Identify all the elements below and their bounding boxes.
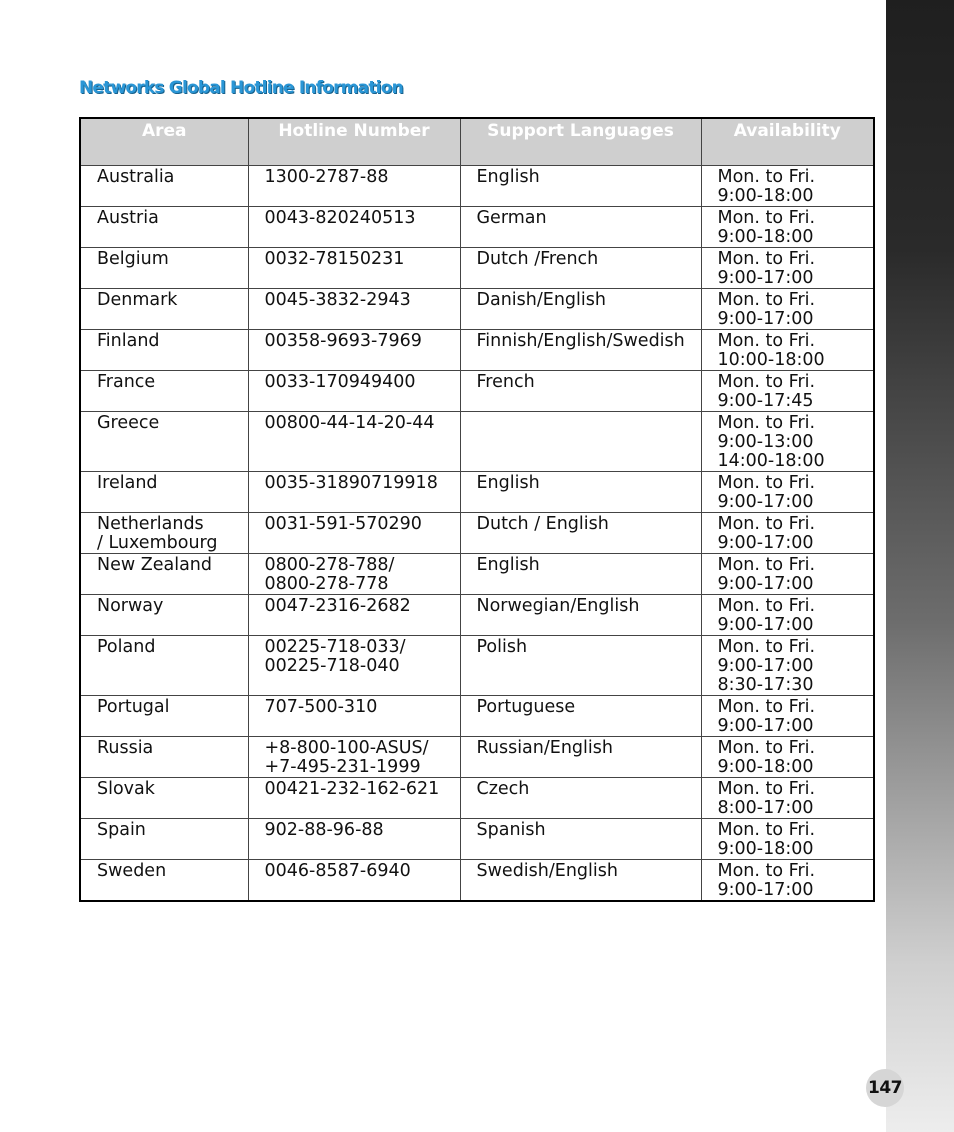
table-row — [80, 289, 874, 330]
cell-support-languages: French — [460, 371, 701, 412]
cell-availability: Mon. to Fri. 9:00-17:00 — [701, 554, 874, 595]
header-row — [80, 118, 874, 166]
cell-hotline-number: 00800-44-14-20-44 — [248, 412, 460, 472]
cell-availability: Mon. to Fri. 8:00-17:00 — [701, 778, 874, 819]
cell-support-languages: English — [460, 472, 701, 513]
cell-support-languages: Czech — [460, 778, 701, 819]
cell-hotline-number: 0046-8587-6940 — [248, 860, 460, 902]
cell-area: Ireland — [80, 472, 248, 513]
table-header — [80, 118, 874, 166]
side-decoration-bar — [886, 0, 954, 1132]
hotline-table — [79, 117, 875, 902]
cell-support-languages: Dutch /French — [460, 248, 701, 289]
cell-hotline-number: 0047-2316-2682 — [248, 595, 460, 636]
cell-support-languages: German — [460, 207, 701, 248]
cell-area: Portugal — [80, 696, 248, 737]
cell-availability: Mon. to Fri. 9:00-18:00 — [701, 737, 874, 778]
cell-availability: Mon. to Fri. 9:00-17:00 — [701, 513, 874, 554]
cell-availability: Mon. to Fri. 9:00-18:00 — [701, 166, 874, 207]
cell-support-languages — [460, 412, 701, 472]
cell-area: New Zealand — [80, 554, 248, 595]
cell-hotline-number: 0035-31890719918 — [248, 472, 460, 513]
header-area: Area — [80, 118, 248, 166]
cell-availability: Mon. to Fri. 9:00-17:00 — [701, 860, 874, 902]
cell-area: Poland — [80, 636, 248, 696]
table-row — [80, 696, 874, 737]
table-row — [80, 554, 874, 595]
table-row — [80, 166, 874, 207]
header-support-languages: Support Languages — [460, 118, 701, 166]
cell-hotline-number: 00421-232-162-621 — [248, 778, 460, 819]
cell-hotline-number: 00225-718-033/ 00225-718-040 — [248, 636, 460, 696]
table-row — [80, 207, 874, 248]
cell-area: Greece — [80, 412, 248, 472]
cell-support-languages: Spanish — [460, 819, 701, 860]
table-row — [80, 636, 874, 696]
cell-availability: Mon. to Fri. 9:00-18:00 — [701, 819, 874, 860]
table-row — [80, 778, 874, 819]
page-number-badge: 147 — [866, 1069, 904, 1107]
table-row — [80, 513, 874, 554]
cell-hotline-number: 0033-170949400 — [248, 371, 460, 412]
cell-availability: Mon. to Fri. 9:00-17:00 8:30-17:30 — [701, 636, 874, 696]
cell-support-languages: Danish/English — [460, 289, 701, 330]
cell-area: Austria — [80, 207, 248, 248]
cell-area: Netherlands / Luxembourg — [80, 513, 248, 554]
cell-area: Belgium — [80, 248, 248, 289]
cell-support-languages: Norwegian/English — [460, 595, 701, 636]
cell-availability: Mon. to Fri. 9:00-17:00 — [701, 289, 874, 330]
cell-support-languages: Swedish/English — [460, 860, 701, 902]
cell-support-languages: Dutch / English — [460, 513, 701, 554]
table-row — [80, 330, 874, 371]
cell-area: Denmark — [80, 289, 248, 330]
header-hotline-number: Hotline Number — [248, 118, 460, 166]
cell-area: Australia — [80, 166, 248, 207]
cell-hotline-number: 707-500-310 — [248, 696, 460, 737]
cell-hotline-number: +8-800-100-ASUS/ +7-495-231-1999 — [248, 737, 460, 778]
cell-hotline-number: 902-88-96-88 — [248, 819, 460, 860]
cell-area: France — [80, 371, 248, 412]
cell-support-languages: Polish — [460, 636, 701, 696]
table-row — [80, 248, 874, 289]
header-availability: Availability — [701, 118, 874, 166]
table-row — [80, 472, 874, 513]
cell-availability: Mon. to Fri. 9:00-17:00 — [701, 248, 874, 289]
table-row — [80, 412, 874, 472]
table-row — [80, 737, 874, 778]
table-row — [80, 860, 874, 902]
cell-availability: Mon. to Fri. 9:00-17:00 — [701, 595, 874, 636]
cell-area: Spain — [80, 819, 248, 860]
page-title: Networks Global Hotline Information — [79, 78, 403, 98]
cell-availability: Mon. to Fri. 9:00-17:45 — [701, 371, 874, 412]
cell-area: Russia — [80, 737, 248, 778]
cell-hotline-number: 0800-278-788/ 0800-278-778 — [248, 554, 460, 595]
cell-area: Finland — [80, 330, 248, 371]
cell-hotline-number: 0031-591-570290 — [248, 513, 460, 554]
table-body — [80, 166, 874, 902]
cell-availability: Mon. to Fri. 10:00-18:00 — [701, 330, 874, 371]
cell-support-languages: Russian/English — [460, 737, 701, 778]
cell-area: Norway — [80, 595, 248, 636]
cell-area: Sweden — [80, 860, 248, 902]
cell-support-languages: English — [460, 166, 701, 207]
cell-hotline-number: 0043-820240513 — [248, 207, 460, 248]
cell-support-languages: Portuguese — [460, 696, 701, 737]
cell-hotline-number: 0032-78150231 — [248, 248, 460, 289]
cell-support-languages: English — [460, 554, 701, 595]
table-row — [80, 819, 874, 860]
cell-area: Slovak — [80, 778, 248, 819]
cell-support-languages: Finnish/English/Swedish — [460, 330, 701, 371]
cell-hotline-number: 0045-3832-2943 — [248, 289, 460, 330]
table-row — [80, 371, 874, 412]
cell-availability: Mon. to Fri. 9:00-18:00 — [701, 207, 874, 248]
cell-availability: Mon. to Fri. 9:00-17:00 — [701, 472, 874, 513]
cell-hotline-number: 1300-2787-88 — [248, 166, 460, 207]
cell-availability: Mon. to Fri. 9:00-17:00 — [701, 696, 874, 737]
table-row — [80, 595, 874, 636]
cell-hotline-number: 00358-9693-7969 — [248, 330, 460, 371]
cell-availability: Mon. to Fri. 9:00-13:00 14:00-18:00 — [701, 412, 874, 472]
